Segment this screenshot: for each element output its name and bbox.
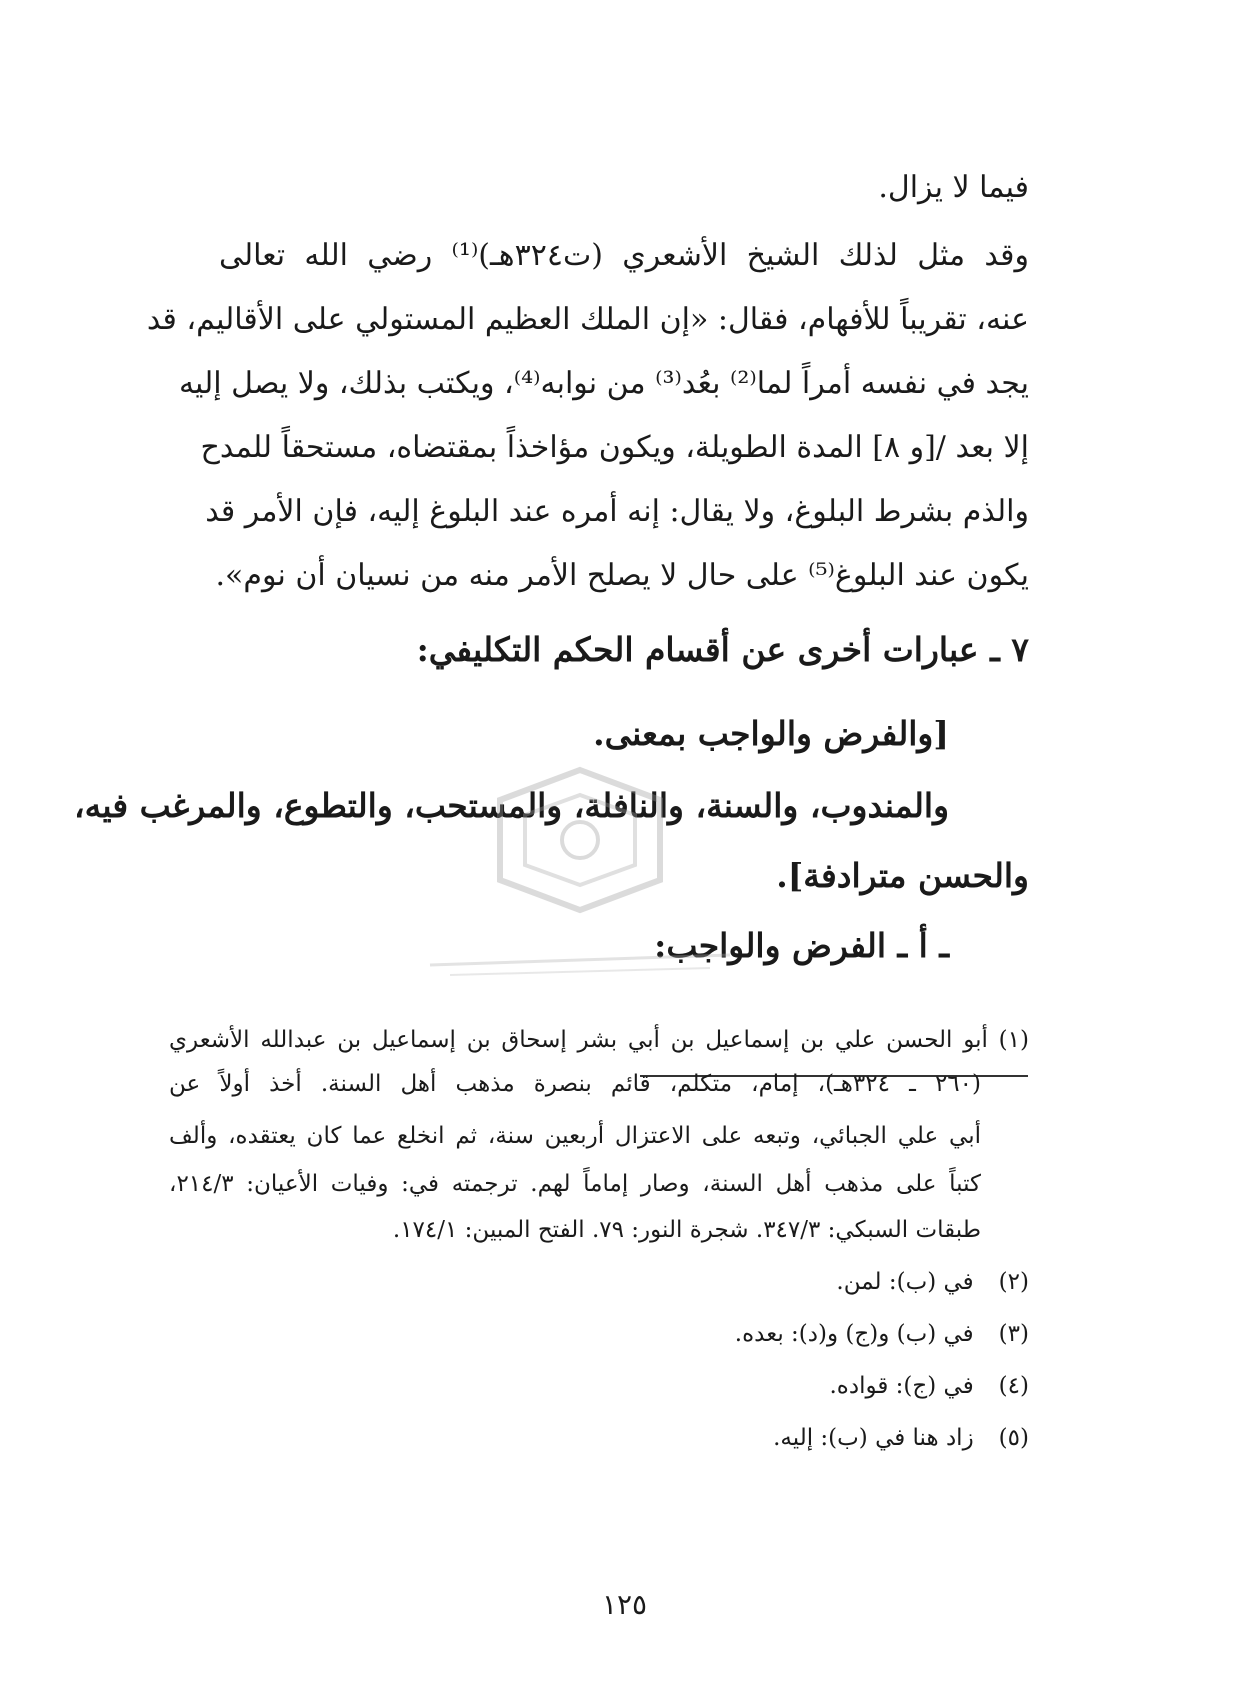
footnote-1-line-1: (١) أبو الحسن علي بن إسماعيل بن أبي بشر إسحاق بن إسماعيل بن عبدالله الأشعري <box>169 1027 1029 1053</box>
footnote-2-text: في (ب): لمن. <box>836 1269 974 1295</box>
paragraph-line-6: يكون عند البلوغ⁽⁵⁾ على حال لا يصلح الأمر منه من نسيان أن نوم». <box>215 558 1029 593</box>
opening-line: فيما لا يزال. <box>878 170 1029 205</box>
watermark-logo-icon <box>420 760 740 990</box>
footnote-1-line-5: طبقات السبكي: ٣٤٧/٣. شجرة النور: ٧٩. الفتح المبين: ١٧٤/١. <box>392 1217 981 1243</box>
footnote-3-number: (٣) <box>998 1321 1029 1347</box>
footnote-5-number: (٥) <box>998 1425 1029 1451</box>
footnote-4 <box>169 1370 1029 1402</box>
footnote-4-text: في (ج): قواده. <box>829 1373 974 1399</box>
footnote-2 <box>169 1266 1029 1298</box>
footnote-3 <box>169 1318 1029 1350</box>
paragraph-line-2: عنه، تقريباً للأفهام، فقال: «إن الملك العظيم المستولي على الأقاليم، قد <box>146 302 1029 337</box>
section-heading: ٧ ـ عبارات أخرى عن أقسام الحكم التكليفي: <box>416 630 1029 669</box>
footnote-1-line-2: (٢٦٠ ـ ٣٢٤هـ)، إمام، متكلم، قائم بنصرة مذهب أهل السنة. أخذ أولاً عن <box>169 1071 981 1097</box>
bold-line-3: والحسن مترادفة]. <box>776 856 1029 895</box>
paragraph-line-3: يجد في نفسه أمراً لما⁽²⁾ بعُد⁽³⁾ من نوابه⁽⁴⁾، ويكتب بذلك، ولا يصل إليه <box>178 366 1029 401</box>
page-number: ١٢٥ <box>601 1588 648 1621</box>
bold-line-1: [والفرض والواجب بمعنى. <box>593 714 949 753</box>
subheading: ـ أ ـ الفرض والواجب: <box>654 926 949 965</box>
footnote-4-number: (٤) <box>998 1373 1029 1399</box>
footnote-5-text: زاد هنا في (ب): إليه. <box>773 1425 974 1451</box>
footnote-2-number: (٢) <box>998 1269 1029 1295</box>
footnote-1-line-4: كتباً على مذهب أهل السنة، وصار إماماً لهم. ترجمته في: وفيات الأعيان: ٢١٤/٣، <box>169 1171 981 1197</box>
footnote-3-text: في (ب) و(ج) و(د): بعده. <box>734 1321 974 1347</box>
footnote-1-line-3: أبي علي الجبائي، وتبعه على الاعتزال أربعين سنة، ثم انخلع عما كان يعتقده، وألف <box>169 1123 981 1149</box>
footnote-5 <box>169 1422 1029 1454</box>
paragraph-line-1: وقد مثل لذلك الشيخ الأشعري (ت٣٢٤هـ)⁽¹⁾ رضي الله تعالى <box>219 238 1029 273</box>
paragraph-line-5: والذم بشرط البلوغ، ولا يقال: إنه أمره عند البلوغ إليه، فإن الأمر قد <box>205 494 1029 529</box>
bold-line-2: والمندوب، والسنة، والنافلة، والمستحب، والتطوع، والمرغب فيه، <box>74 786 949 825</box>
paragraph-line-4: إلا بعد /[و ٨] المدة الطويلة، ويكون مؤاخذاً بمقتضاه، مستحقاً للمدح <box>200 430 1029 465</box>
